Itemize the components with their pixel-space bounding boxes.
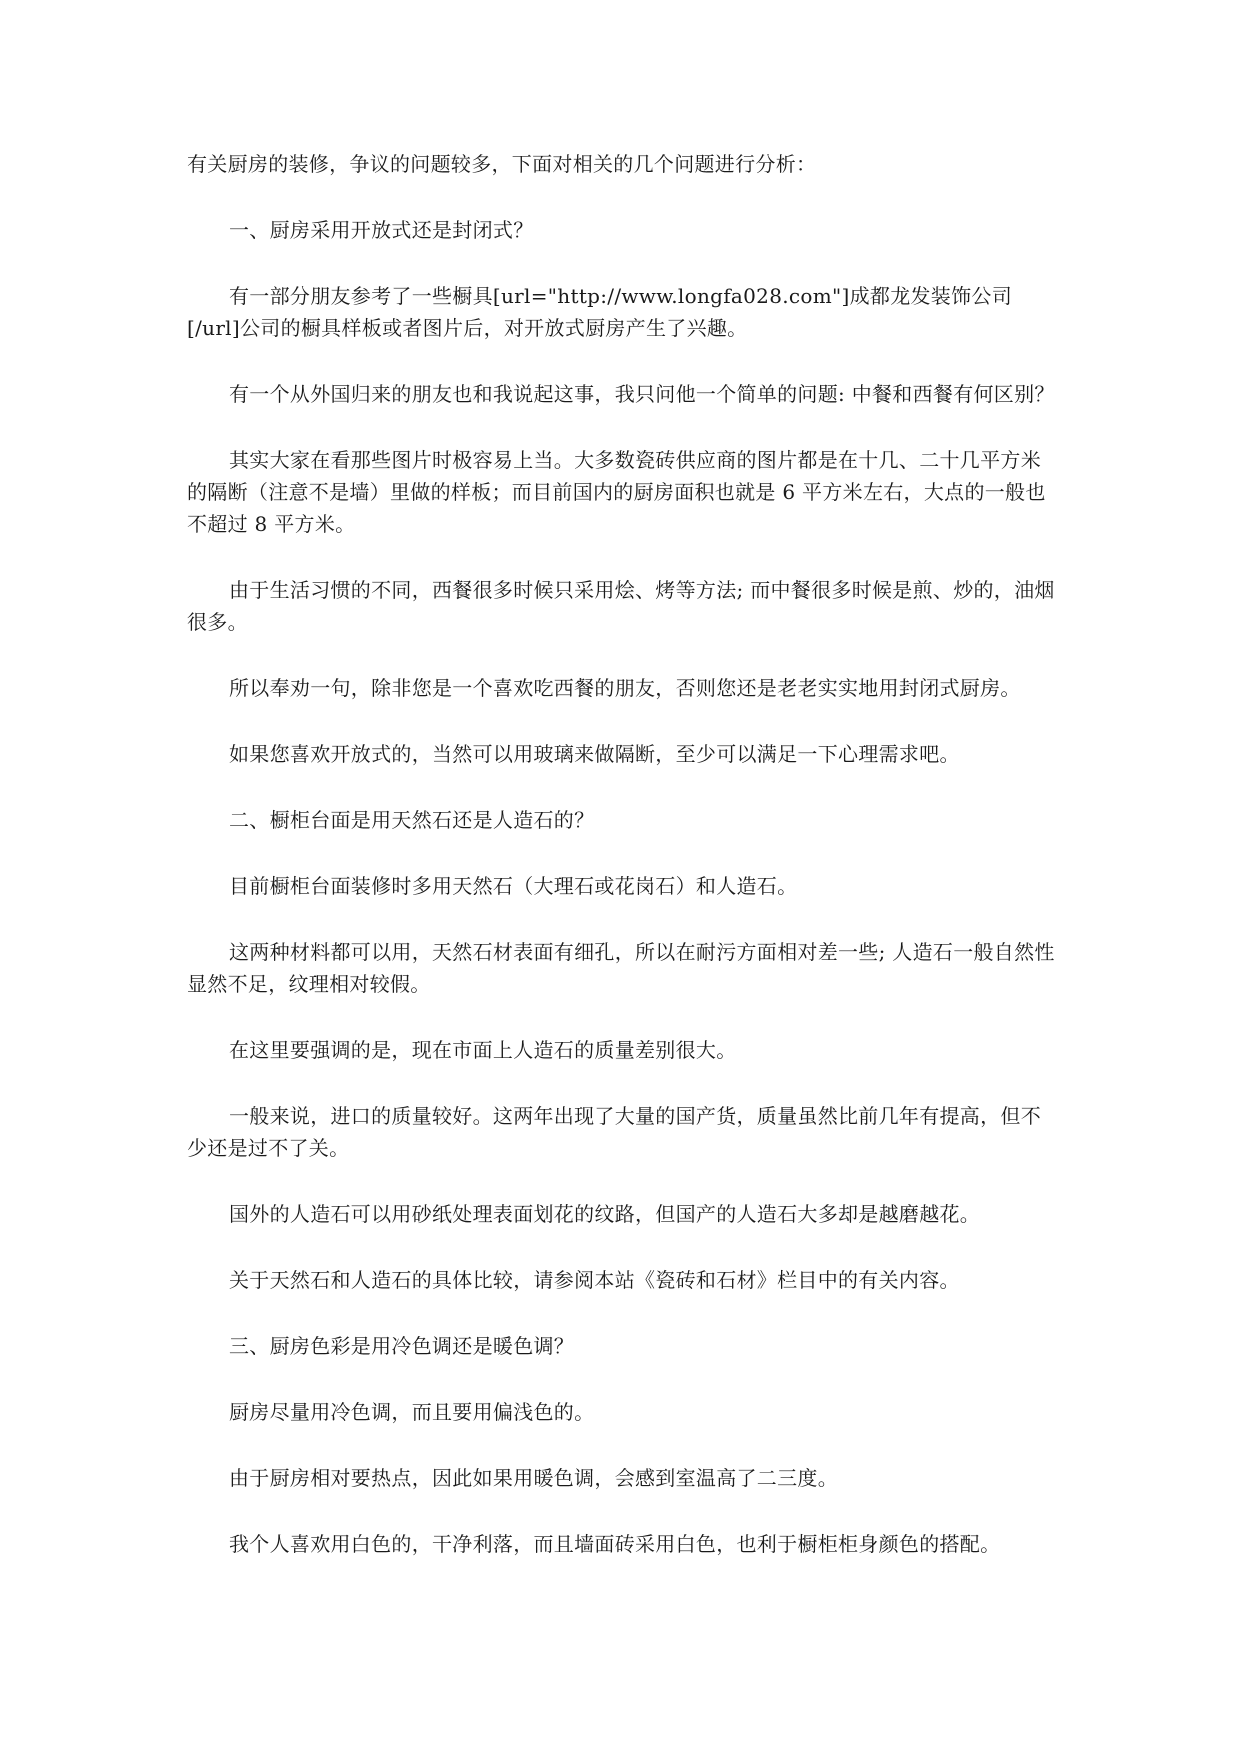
paragraph: 一般来说，进口的质量较好。这两年出现了大量的国产货，质量虽然比前几年有提高，但不少还是过不了关。 xyxy=(187,1104,1041,1160)
paragraph: 这两种材料都可以用，天然石材表面有细孔，所以在耐污方面相对差一些; 人造石一般自然性显然不足，纹理相对较假。 xyxy=(187,940,1055,996)
paragraph: 如果您喜欢开放式的，当然可以用玻璃来做隔断，至少可以满足一下心理需求吧。 xyxy=(229,742,960,766)
paragraph: 我个人喜欢用白色的，干净利落，而且墙面砖采用白色，也利于橱柜柜身颜色的搭配。 xyxy=(229,1532,1001,1556)
document-body xyxy=(187,148,1057,1594)
paragraph: 有一部分朋友参考了一些橱具[url="http://www.longfa028.com"]成都龙发装饰公司[/url]公司的橱具样板或者图片后，对开放式厨房产生了兴趣。 xyxy=(187,284,1012,340)
intro-paragraph: 有关厨房的装修，争议的问题较多，下面对相关的几个问题进行分析： xyxy=(187,152,817,176)
paragraph: 在这里要强调的是，现在市面上人造石的质量差别很大。 xyxy=(229,1038,737,1062)
paragraph: 有一个从外国归来的朋友也和我说起这事，我只问他一个简单的问题: 中餐和西餐有何区别？ xyxy=(229,382,1055,406)
paragraph: 由于厨房相对要热点，因此如果用暖色调，会感到室温高了二三度。 xyxy=(229,1466,838,1490)
paragraph: 关于天然石和人造石的具体比较，请参阅本站《瓷砖和石材》栏目中的有关内容。 xyxy=(229,1268,960,1292)
paragraph: 厨房尽量用冷色调，而且要用偏浅色的。 xyxy=(229,1400,595,1424)
section-heading-1: 一、厨房采用开放式还是封闭式？ xyxy=(229,218,534,242)
paragraph: 其实大家在看那些图片时极容易上当。大多数瓷砖供应商的图片都是在十几、二十几平方米的隔断（注意不是墙）里做的样板；而目前国内的厨房面积也就是 6 平方米左右，大点的一般也不超过 8 平方米。 xyxy=(187,448,1046,536)
section-heading-2: 二、橱柜台面是用天然石还是人造石的？ xyxy=(229,808,595,832)
paragraph: 所以奉劝一句，除非您是一个喜欢吃西餐的朋友，否则您还是老老实实地用封闭式厨房。 xyxy=(229,676,1021,700)
paragraph: 由于生活习惯的不同，西餐很多时候只采用烩、烤等方法; 而中餐很多时候是煎、炒的，油烟很多。 xyxy=(187,578,1055,634)
paragraph: 国外的人造石可以用砂纸处理表面划花的纹路，但国产的人造石大多却是越磨越花。 xyxy=(229,1202,981,1226)
section-heading-3: 三、厨房色彩是用冷色调还是暖色调？ xyxy=(229,1334,575,1358)
paragraph: 目前橱柜台面装修时多用天然石（大理石或花岗石）和人造石。 xyxy=(229,874,798,898)
